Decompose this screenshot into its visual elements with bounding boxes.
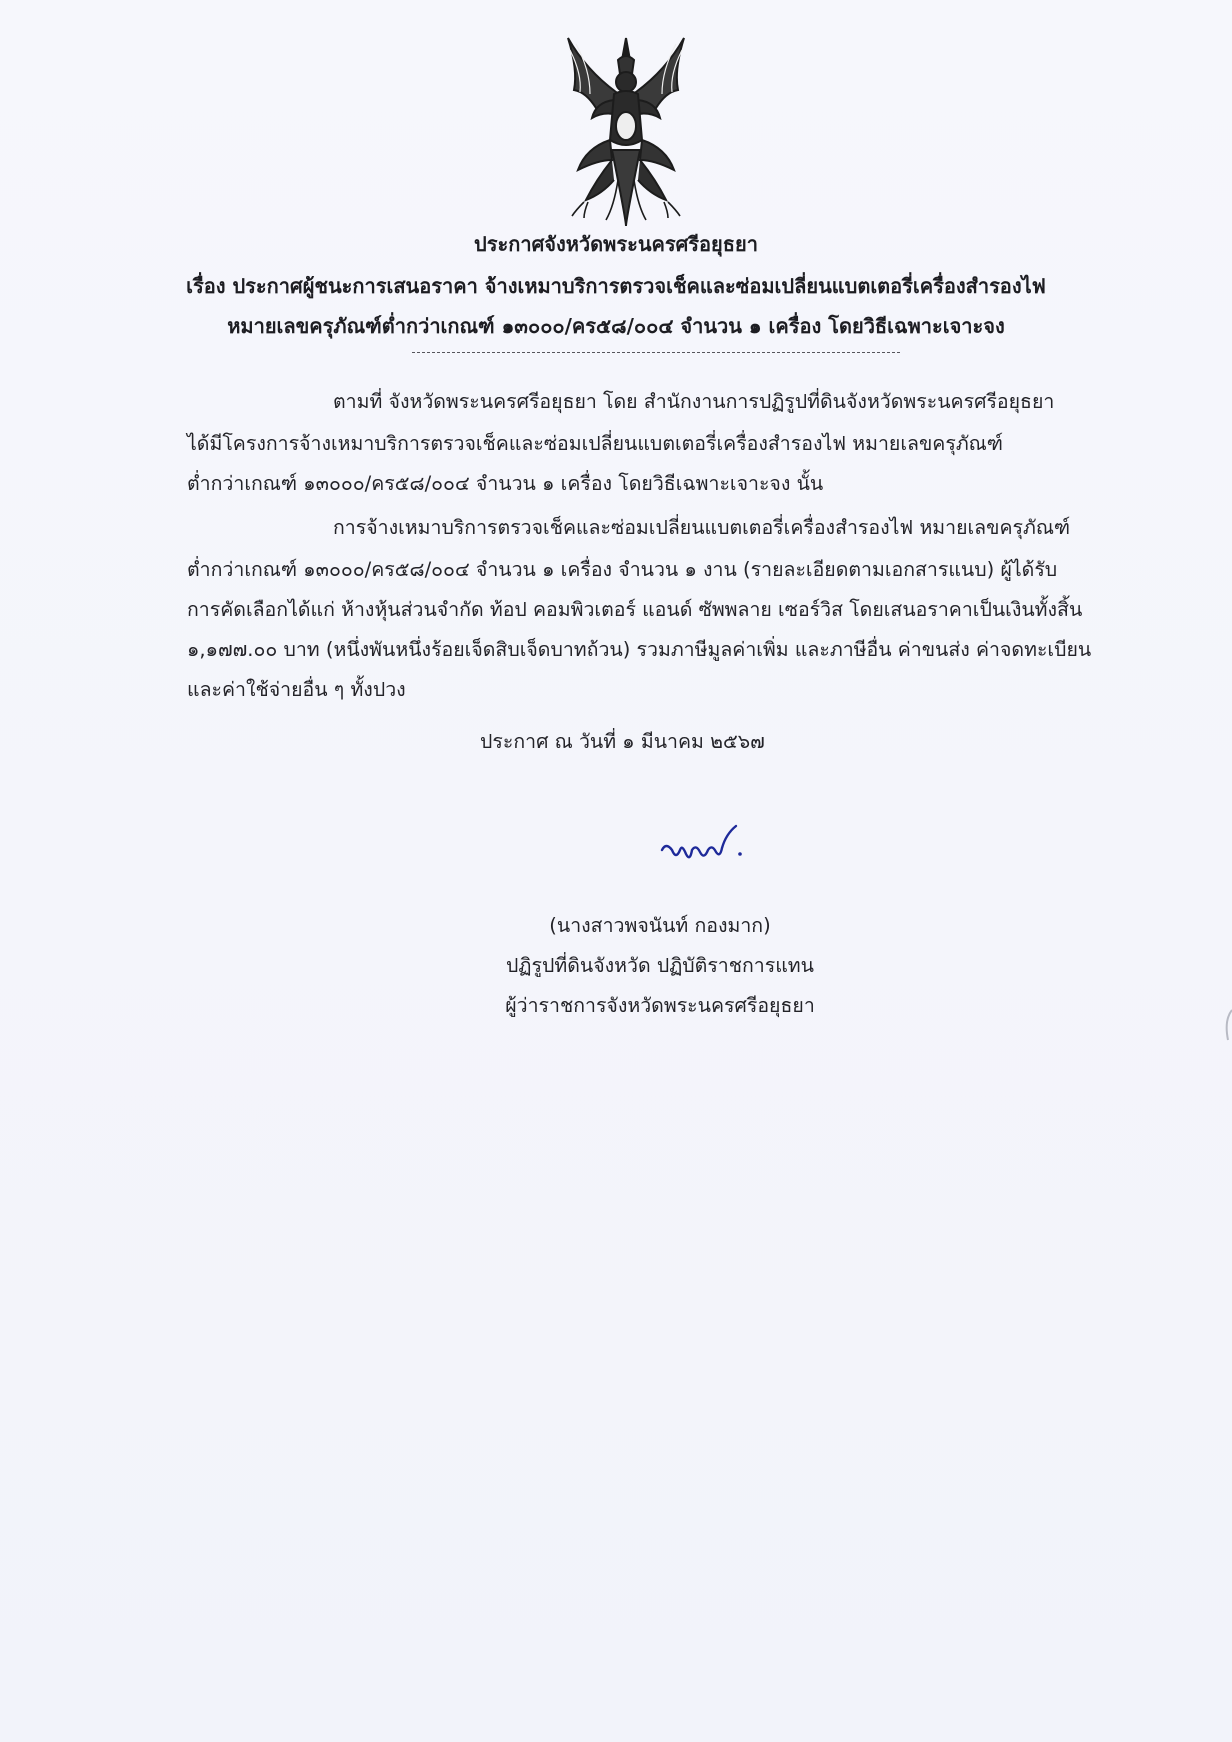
signatory-position-1: ปฏิรูปที่ดินจังหวัด ปฏิบัติราชการแทน <box>506 954 814 977</box>
paragraph2-line2: ต่ำกว่าเกณฑ์ ๑๓๐๐๐/คร๕๘/๐๐๔ จำนวน ๑ เครื่อง จำนวน ๑ งาน (รายละเอียดตามเอกสารแนบ) ผู้ได้รับ <box>187 558 1058 581</box>
paragraph2-line3: การคัดเลือกได้แก่ ห้างหุ้นส่วนจำกัด ท้อป คอมพิวเตอร์ แอนด์ ซัพพลาย เซอร์วิส โดยเสนอราคาเป็นเงินทั้งสิ้น <box>187 598 1083 621</box>
paragraph1-line1: ตามที่ จังหวัดพระนครศรีอยุธยา โดย สำนักงานการปฏิรูปที่ดินจังหวัดพระนครศรีอยุธยา <box>333 390 1055 413</box>
paragraph1-line3: ต่ำกว่าเกณฑ์ ๑๓๐๐๐/คร๕๘/๐๐๔ จำนวน ๑ เครื่อง โดยวิธีเฉพาะเจาะจง นั้น <box>187 472 824 495</box>
signatory-position-2: ผู้ว่าราชการจังหวัดพระนครศรีอยุธยา <box>505 994 815 1017</box>
scan-edge-mark <box>1218 1000 1232 1060</box>
paragraph2-line4: ๑,๑๗๗.๐๐ บาท (หนึ่งพันหนึ่งร้อยเจ็ดสิบเจ็ดบาทถ้วน) รวมภาษีมูลค่าเพิ่ม และภาษีอื่น ค่าขนส่ง ค่าจดทะเบียน <box>187 638 1092 661</box>
signatory-name: (นางสาวพจนันท์ กองมาก) <box>549 914 771 937</box>
separator-line <box>412 352 900 353</box>
handwritten-signature <box>656 820 756 874</box>
paragraph1-line2: ได้มีโครงการจ้างเหมาบริการตรวจเช็คและซ่อมเปลี่ยนแบตเตอรี่เครื่องสำรองไฟ หมายเลขครุภัณฑ์ <box>187 432 1003 455</box>
paragraph2-line5: และค่าใช้จ่ายอื่น ๆ ทั้งปวง <box>187 678 406 701</box>
subject-line-2: หมายเลขครุภัณฑ์ต่ำกว่าเกณฑ์ ๑๓๐๐๐/คร๕๘/๐๐๔ จำนวน ๑ เครื่อง โดยวิธีเฉพาะเจาะจง <box>227 314 1005 338</box>
paragraph2-line1: การจ้างเหมาบริการตรวจเช็คและซ่อมเปลี่ยนแบตเตอรี่เครื่องสำรองไฟ หมายเลขครุภัณฑ์ <box>333 516 1071 539</box>
announce-date: ประกาศ ณ วันที่ ๑ มีนาคม ๒๕๖๗ <box>480 730 765 753</box>
announcement-title: ประกาศจังหวัดพระนครศรีอยุธยา <box>474 232 758 256</box>
garuda-emblem-icon <box>556 30 696 230</box>
subject-line-1: เรื่อง ประกาศผู้ชนะการเสนอราคา จ้างเหมาบริการตรวจเช็คและซ่อมเปลี่ยนแบตเตอรี่เครื่องสำรองไฟ <box>186 274 1046 298</box>
